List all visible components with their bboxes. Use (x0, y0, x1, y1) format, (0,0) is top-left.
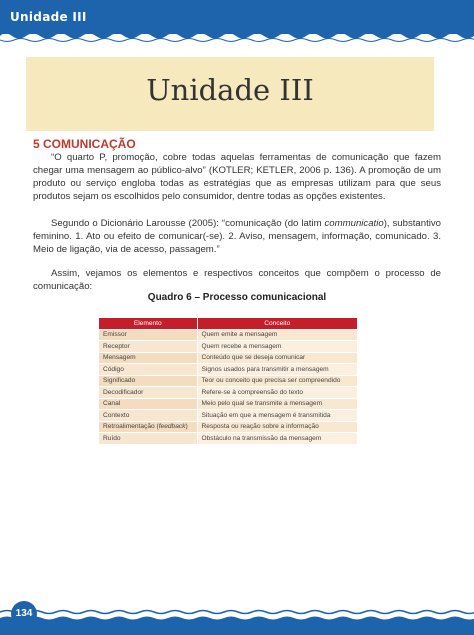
cell-elemento: Significado (99, 375, 197, 387)
table-row (99, 364, 357, 376)
paragraph-larousse-definition (33, 217, 441, 256)
larousse-text-after: ), substantivo feminino. 1. Ato ou efeito de comunicar(-se). 2. Aviso, mensagem, informação, comunicado. 3. Meio de ligação, via de acesso, passagem.” (33, 218, 442, 255)
cell-conceito: Meio pelo qual se transmite a mensagem (197, 398, 357, 410)
cell-elemento: Contexto (99, 410, 197, 422)
communication-process-table (99, 318, 357, 444)
table-row (99, 410, 357, 422)
table-row (99, 421, 357, 433)
section-title: 5 COMUNICAÇÃO (33, 137, 136, 151)
table-row (99, 398, 357, 410)
larousse-latin-term: communicatio (324, 218, 384, 229)
footer-wave-decoration (0, 592, 474, 635)
cell-elemento: Código (99, 364, 197, 376)
unit-title-box (26, 57, 434, 131)
paragraph-intro-table: Assim, vejamos os elementos e respectivos conceitos que compõem o processo de comunicação: (33, 268, 441, 292)
header-title: Unidade III (10, 10, 87, 24)
cell-elemento (99, 421, 197, 433)
table-header-row (99, 318, 357, 329)
cell-conceito: Teor ou conceito que precisa ser compreendido (197, 375, 357, 387)
table-row (99, 352, 357, 364)
cell-elemento: Decodificador (99, 387, 197, 399)
cell-conceito: Quem recebe a mensagem (197, 341, 357, 353)
feedback-text-before: Retroalimentação ( (103, 423, 159, 431)
column-header-elemento: Elemento (99, 318, 197, 329)
header-wave-decoration (0, 30, 474, 44)
feedback-italic-term: feedback (158, 423, 186, 431)
table-row (99, 329, 357, 341)
cell-conceito: Situação em que a mensagem é transmitida (197, 410, 357, 422)
cell-conceito: Signos usados para transmitir a mensagem (197, 364, 357, 376)
cell-elemento: Mensagem (99, 352, 197, 364)
cell-conceito: Resposta ou reação sobre a informação (197, 421, 357, 433)
table-row (99, 375, 357, 387)
table-caption: Quadro 6 – Processo comunicacional (147, 292, 327, 303)
table-row (99, 387, 357, 399)
cell-conceito: Quem emite a mensagem (197, 329, 357, 341)
page-number: 134 (15, 608, 33, 619)
unit-title: Unidade III (146, 73, 314, 107)
table-row (99, 433, 357, 445)
cell-elemento: Ruído (99, 433, 197, 445)
cell-elemento: Receptor (99, 341, 197, 353)
table-row (99, 341, 357, 353)
page-number-badge (11, 601, 37, 627)
cell-conceito: Obstáculo na transmissão da mensagem (197, 433, 357, 445)
feedback-text-after: ) (185, 423, 188, 431)
cell-elemento: Emissor (99, 329, 197, 341)
paragraph-kotler-quote: “O quarto P, promoção, cobre todas aquelas ferramentas de comunicação que fazem chegar uma mensagem ao público-alvo” (KOTLER; KETLER, 2006 p. 136). A promoção de um produto ou serviço engloba todas as estratégias que as empresas utilizam para que seus produtos sejam os escolhidos pelo consumidor, dentre todas as opções existentes. (33, 152, 441, 202)
cell-conceito: Refere-se à compreensão do texto (197, 387, 357, 399)
column-header-conceito: Conceito (197, 318, 357, 329)
cell-conceito: Conteúdo que se deseja comunicar (197, 352, 357, 364)
cell-elemento: Canal (99, 398, 197, 410)
larousse-text-before: Segundo o Dicionário Larousse (2005): “comunicação (do latim (51, 218, 325, 229)
header-bar (0, 0, 474, 34)
